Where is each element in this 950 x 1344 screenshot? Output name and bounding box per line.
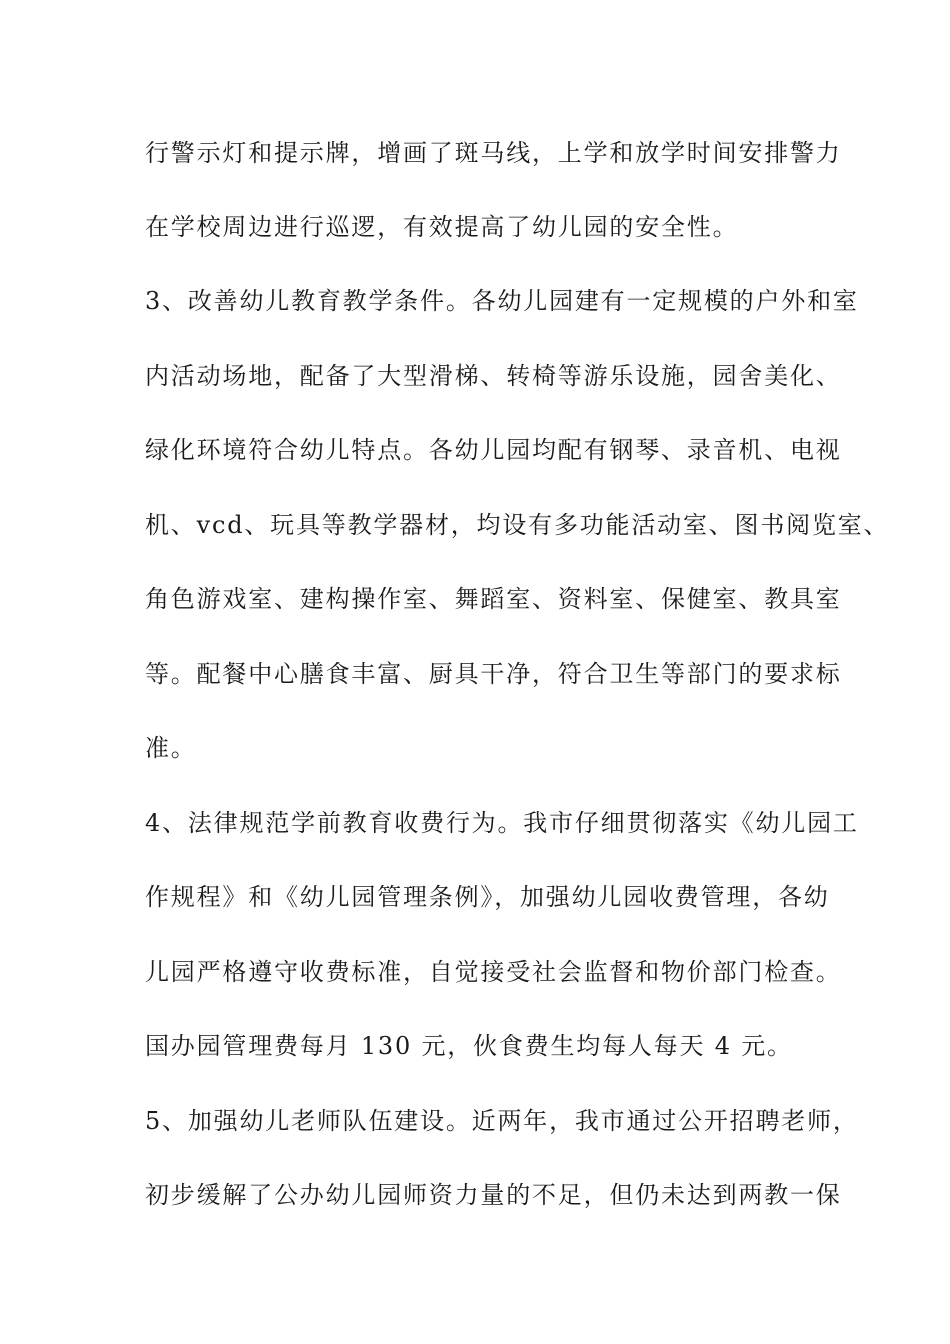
text-line-12: 儿园严格遵守收费标准，自觉接受社会监督和物价部门检查。 xyxy=(145,958,842,986)
text-line-9: 准。 xyxy=(145,734,197,762)
text-line-2: 在学校周边进行巡逻，有效提高了幼儿园的安全性。 xyxy=(145,213,739,241)
text-line-14: 5、加强幼儿老师队伍建设。近两年，我市通过公开招聘老师， xyxy=(145,1107,859,1135)
text-line-5: 绿化环境符合幼儿特点。各幼儿园均配有钢琴、录音机、电视 xyxy=(145,436,842,464)
text-line-10: 4、法律规范学前教育收费行为。我市仔细贯彻落实《幼儿园工 xyxy=(145,809,859,837)
text-line-15: 初步缓解了公办幼儿园师资力量的不足，但仍未达到两教一保 xyxy=(145,1181,842,1209)
text-line-11: 作规程》和《幼儿园管理条例》，加强幼儿园收费管理，各幼 xyxy=(145,883,830,911)
text-line-6: 机、vcd、玩具等教学器材，均设有多功能活动室、图书阅览室、 xyxy=(145,511,890,539)
text-line-4: 内活动场地，配备了大型滑梯、转椅等游乐设施，园舍美化、 xyxy=(145,362,842,390)
text-line-13: 国办园管理费每月 130 元，伙食费生均每人每天 4 元。 xyxy=(145,1032,793,1060)
text-line-8: 等。配餐中心膳食丰富、厨具干净，符合卫生等部门的要求标 xyxy=(145,660,842,688)
text-line-3: 3、改善幼儿教育教学条件。各幼儿园建有一定规模的户外和室 xyxy=(145,287,859,315)
text-line-7: 角色游戏室、建构操作室、舞蹈室、资料室、保健室、教具室 xyxy=(145,585,842,613)
text-line-1: 行警示灯和提示牌，增画了斑马线，上学和放学时间安排警力 xyxy=(145,139,842,167)
